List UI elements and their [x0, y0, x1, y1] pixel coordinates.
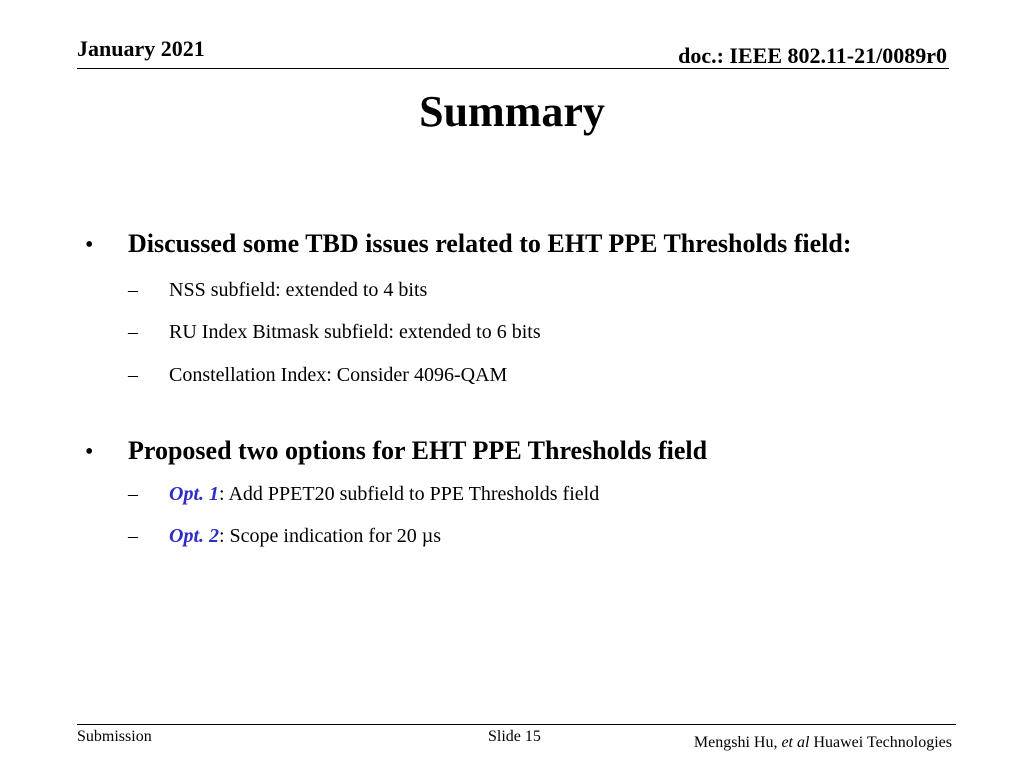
- sub-bullet-text: : Add PPET20 subfield to PPE Thresholds field: [219, 483, 600, 505]
- dash-icon: –: [128, 321, 138, 343]
- header-doc-id: doc.: IEEE 802.11-21/0089r0: [678, 43, 947, 68]
- dash-icon: –: [128, 525, 138, 547]
- slide-number: Slide 15: [488, 728, 541, 745]
- author-org: Huawei Technologies: [809, 734, 952, 751]
- sub-bullet-text: Constellation Index: Consider 4096-QAM: [169, 364, 508, 386]
- bullet-text: Proposed two options for EHT PPE Thresholds field: [128, 436, 708, 465]
- author-name: Mengshi Hu,: [693, 734, 782, 751]
- sub-bullet-text: NSS subfield: extended to 4 bits: [169, 279, 428, 301]
- header-divider: [77, 68, 949, 69]
- option-label: Opt. 1: [169, 483, 219, 505]
- option-label: Opt. 2: [169, 525, 219, 547]
- sub-bullet-item: [128, 364, 507, 387]
- sub-bullet-item: [128, 279, 427, 302]
- footer-submission: Submission: [77, 728, 152, 745]
- slide-title: Summary: [419, 87, 605, 136]
- sub-bullet-text: RU Index Bitmask subfield: extended to 6 bits: [169, 321, 541, 343]
- dash-icon: –: [128, 483, 138, 505]
- header-date: January 2021: [77, 36, 205, 61]
- sub-bullet-text: : Scope indication for 20 µs: [219, 525, 442, 547]
- bullet-icon: •: [85, 232, 94, 258]
- footer-author: [694, 734, 952, 752]
- dash-icon: –: [128, 279, 138, 301]
- author-etal: et al: [781, 734, 810, 751]
- sub-bullet-item: [128, 321, 541, 344]
- bullet-item: [85, 229, 852, 259]
- dash-icon: –: [128, 364, 138, 386]
- sub-bullet-item: [128, 483, 599, 506]
- bullet-text: Discussed some TBD issues related to EHT PPE Thresholds field:: [128, 229, 852, 258]
- bullet-item: [85, 436, 707, 466]
- footer-divider: [77, 724, 956, 725]
- bullet-icon: •: [85, 439, 94, 465]
- sub-bullet-item: [128, 525, 441, 548]
